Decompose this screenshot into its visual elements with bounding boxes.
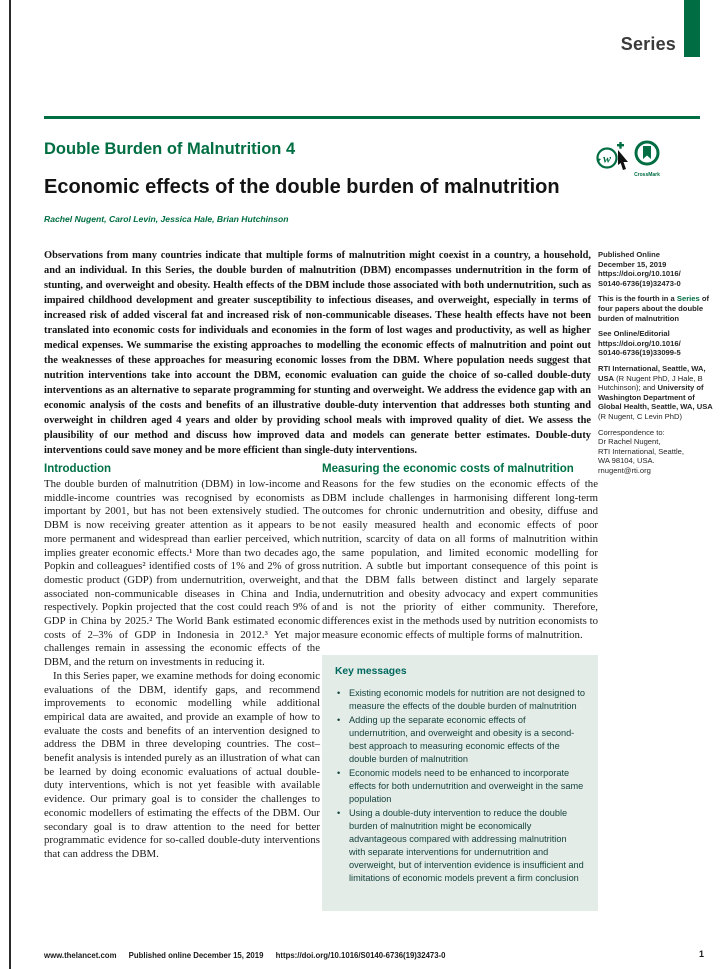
svg-text:w: w (602, 151, 612, 166)
introduction-heading: Introduction (44, 463, 112, 475)
key-message-item: • Adding up the separate economic effects of undernutrition, and overweight and obesity is a second-best approach to measuring economic effects of the double burden of malnutrition (335, 714, 585, 766)
left-column (44, 463, 320, 862)
series-note: This is the fourth in a Series of four papers about the double burden of malnutrition (598, 294, 709, 323)
page-number: 1 (698, 949, 704, 959)
editorial-doi-link[interactable]: https://doi.org/10.1016/ (598, 338, 681, 348)
introduction-para-2: In this Series paper, we examine methods for doing economic evaluations of the DBM, identify gaps, and recommend improvements to economic modelling while additional empirical data are awaited, and provide an example of how to evaluate the costs and benefits of an intervention designed to address the DBM in three developing countries. The cost–benefit analysis is intended purely as an illustration of what can be learned by doing economic evaluations of actual double-duty interventions, which is not yet feasible with available evidence. Our primary goal is to consider the challenges to economic modellers of estimating the effects of the DBM. Our secondary goal is to draw attention to the need for better programmatic evidence for so-called double-duty interventions that can address the DBM. (44, 669, 320, 860)
crossmark-icon[interactable] (634, 140, 660, 178)
footer-published: Published online December 15, 2019 (128, 951, 264, 960)
published-online-date: December 15, 2019 (598, 259, 667, 269)
web-extra-icon[interactable] (596, 142, 632, 172)
footer-doi-link[interactable]: https://doi.org/10.1016/S0140-6736(19)32473-0 (275, 951, 446, 960)
page-footer (44, 951, 456, 960)
series-kicker: Double Burden of Malnutrition 4 (44, 140, 296, 158)
key-messages-list (335, 687, 585, 885)
key-message-item: • Economic models need to be enhanced to incorporate effects for both undernutrition and overweight in the same population (335, 767, 585, 806)
article-title: Economic effects of the double burden of malnutrition (44, 176, 560, 198)
correspondence-label: Correspondence to: (598, 427, 665, 437)
correspondence-note: Correspondence to: Dr Rachel Nugent, RTI International, Seattle, WA 98104, USA. rnugent@rti.org (598, 428, 718, 476)
see-online-note (598, 329, 718, 358)
affiliations-note: RTI International, Seattle, WA, USA (R Nugent PhD, J Hale, B Hutchinson); and University of Washington Department of Global Health, Seattle, WA, USA (R Nugent, C Levin PhD) (598, 363, 713, 421)
article-doi-link-2[interactable]: S0140-6736(19)32473-0 (598, 278, 681, 288)
editorial-doi-link-2[interactable]: S0140-6736(19)33099-5 (598, 348, 681, 358)
key-messages-heading: Key messages (335, 666, 407, 678)
introduction-para-1: The double burden of malnutrition (DBM) in low-income and middle-income countries was recognised by economists as important by 2001, but has not been extensively studied. The DBM is now receiving greater attention as it appears to be more permanent and widespread than earlier perceived, which implies greater economic effects.¹ More than two decades ago, Popkin and colleagues² identified costs of 1% and 2% of gross domestic product (GDP) from undernutrition, overweight, and associated non-communicable diseases in China and India, respectively. Popkin projected that the cost could reach 9% of GDP in China by 2025.² The World Bank estimated economic costs of 2–3% of GDP in Indonesia in 2012.³ Yet major challenges remain in assessing the economic effects of the DBM, and the return on investments in reducing it. (44, 478, 320, 669)
article-icons (596, 140, 666, 192)
series-link[interactable]: Series (676, 294, 700, 304)
author-line: Rachel Nugent, Carol Levin, Jessica Hale, Brian Hutchinson (44, 214, 289, 224)
published-online-label: Published Online (598, 250, 661, 259)
page-edge-line (9, 0, 11, 969)
published-online-note (598, 250, 718, 288)
key-message-item: • Existing economic models for nutrition are not designed to measure the effects of the double burden of malnutrition (335, 687, 585, 713)
series-green-bar (684, 0, 700, 57)
right-column (322, 463, 598, 911)
key-message-item: • Using a double-duty intervention to reduce the double burden of malnutrition might be economically advantageous compared with addressing malnutrition with separate interventions for undernutrition and overweight, but of intervention evidence is insufficient and limitations of economic models prevent a firm conclusion (335, 807, 585, 885)
footer-site-link[interactable]: www.thelancet.com (44, 951, 117, 960)
header-rule (44, 116, 700, 119)
measuring-para-1: Reasons for the few studies on the economic effects of the DBM include challenges in harmonising different long-term outcomes for chronic undernutrition and obesity, diffuse and not easily measured health and economic effects of poor nutrition, scarcity of data on all forms of malnutrition within the same population, and limited economic modelling for nutrition. A subtle but important consequence of this point is that the DBM falls between distinct and largely separate undernutrition and obesity advocacy and expert communities and is not the priority of either community. Therefore, differences exist in the methods used by nutrition economists to measure economic effects of multiple forms of malnutrition. (322, 478, 598, 641)
article-doi-link[interactable]: https://doi.org/10.1016/ (598, 269, 681, 279)
series-label: Series (620, 34, 676, 54)
correspondence-email[interactable]: rnugent@rti.org (598, 465, 651, 475)
abstract-paragraph: Observations from many countries indicate that multiple forms of malnutrition might coexist in a country, a household, and an individual. In this Series, the double burden of malnutrition (DBM) encompasses undernutrition in the form of stunting, and overweight and obesity. Health effects of the DBM include those associated with both undernutrition, such as impaired childhood development and greater susceptibility to infectious diseases, and overweight, especially in terms of increased risk of added visceral fat and increased risk of non-communicable diseases. These health effects have not been translated into economic costs for individuals and economies in the form of lost wages and productivity, as well as higher medical expenses. We summarise the existing approaches to modelling the economic effects of malnutrition and point out the weaknesses of these approaches for measuring economic losses from the DBM. Where population needs suggest that nutrition interventions take into account the DBM, economic evaluation can guide the choice of so-called double-duty interventions as an alternative to separate programming for stunting and overweight. We address the evidence gap with an economic analysis of the costs and benefits of an illustrative double-duty intervention that addresses both stunting and overweight in children aged 4 years and older by providing school meals with improved quality of diet. We assess the plausibility of our method and discuss how improved data and models can generate better estimates. Double-duty interventions could save money and be more efficient than single-duty interventions. (44, 250, 591, 456)
see-online-label: See Online/Editorial (598, 329, 670, 339)
measuring-heading: Measuring the economic costs of malnutrition (322, 463, 574, 475)
margin-notes (598, 250, 718, 481)
key-messages-box (322, 655, 598, 911)
crossmark-label: CrossMark (634, 172, 660, 178)
